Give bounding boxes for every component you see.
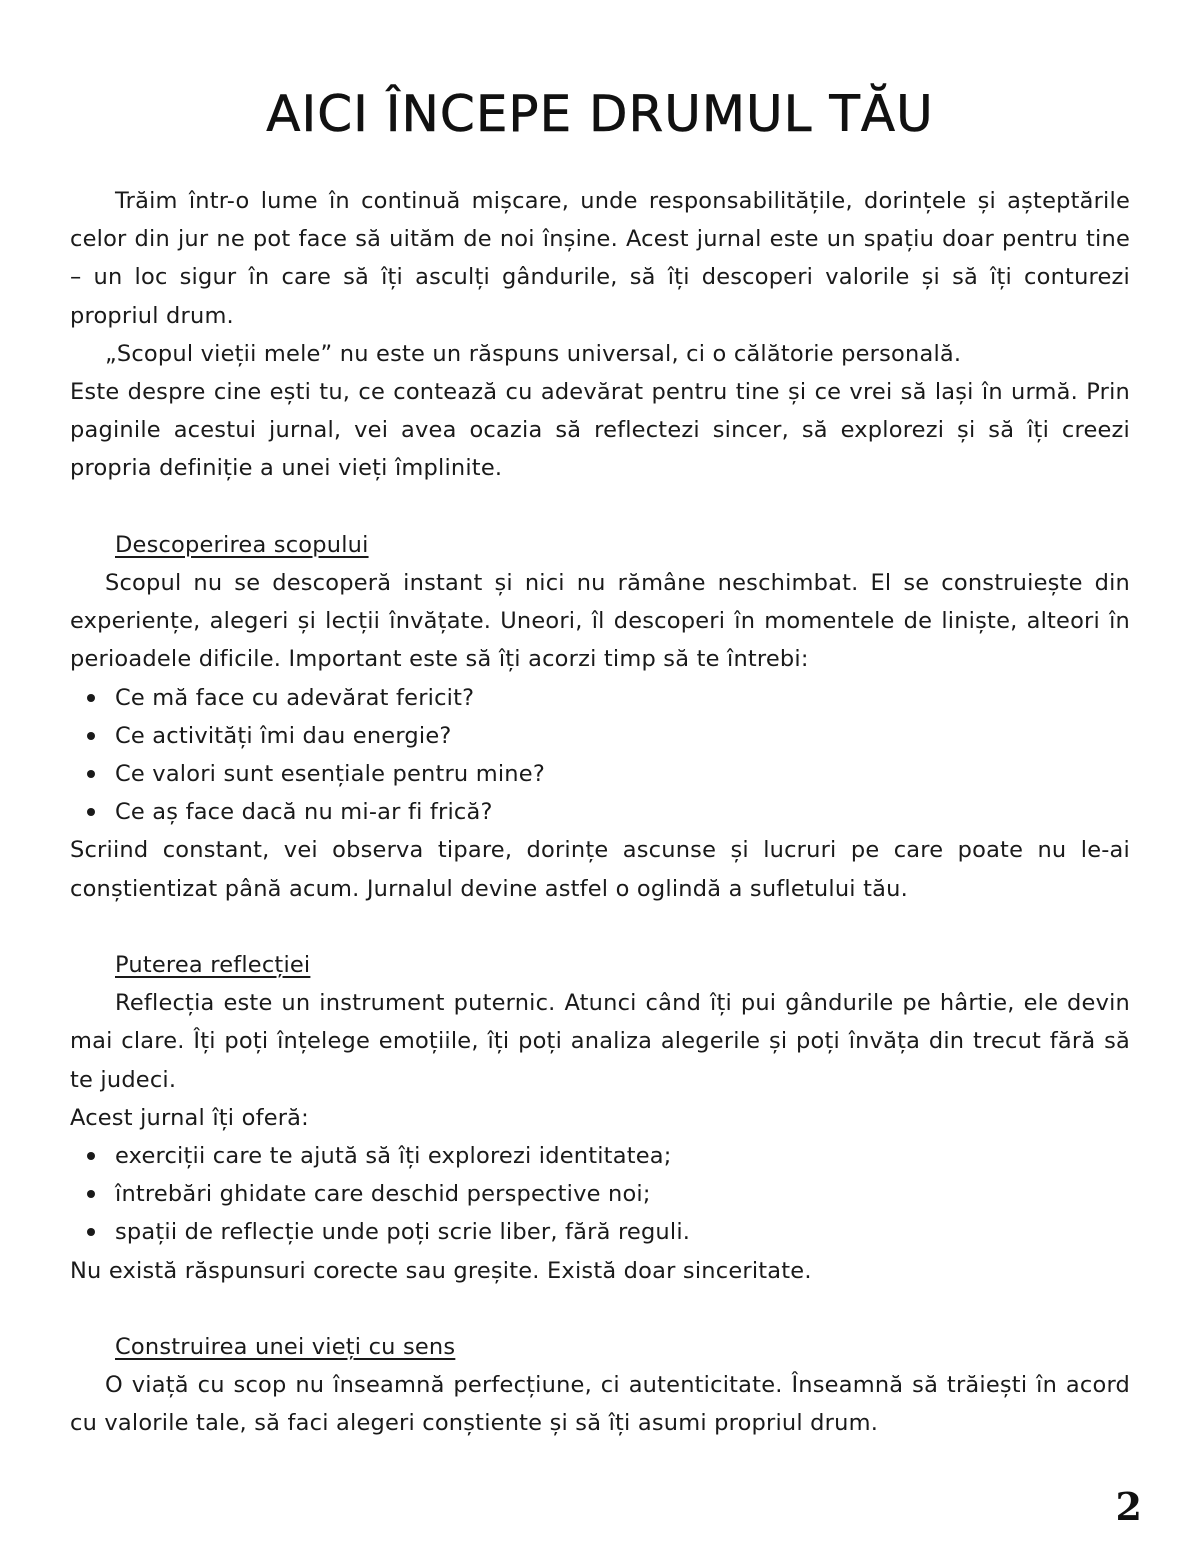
section-3-paragraph: O viață cu scop nu înseamnă perfecțiune, ci autenticitate. Înseamnă să trăiești în acord cu valorile tale, să faci alegeri conștiente și să îți asumi propriul drum. <box>70 1372 1130 1437</box>
page-title: AICI ÎNCEPE DRUMUL TĂU <box>266 85 934 143</box>
section-heading-descoperirea: Descoperirea scopului <box>115 531 369 558</box>
section-1-closing: Scriind constant, vei observa tipare, dorințe ascunse și lucruri pe care poate nu le-ai conștientizat până acum. Jurnalul devine astfel o oglindă a sufletului tău. <box>70 837 1130 902</box>
section-2-closing: Nu există răspunsuri corecte sau greșite. Există doar sinceritate. <box>70 1257 812 1284</box>
section-2-lead: Acest jurnal îți oferă: <box>70 1104 309 1131</box>
spacer <box>70 1290 1130 1328</box>
list-item: Ce valori sunt esențiale pentru mine? <box>70 755 1130 793</box>
list-item: spații de reflecție unde poți scrie liber, fără reguli. <box>70 1213 1130 1251</box>
section-1-paragraph: Scopul nu se descoperă instant și nici nu rămâne neschimbat. El se construiește din experiențe, alegeri și lecții învățate. Uneori, îl descoperi în momentele de liniște, alteori în perioadele dificile. Important este să îți acorzi timp să te întrebi: <box>70 570 1130 673</box>
intro-paragraph-2-line-1: „Scopul vieții mele” nu este un răspuns universal, ci o călătorie personală. <box>105 340 962 367</box>
body-text <box>70 182 1130 1443</box>
list-item: Ce aș face dacă nu mi-ar fi frică? <box>70 793 1130 831</box>
intro-paragraph-1: Trăim într-o lume în continuă mișcare, unde responsabilitățile, dorințele și așteptările celor din jur ne pot face să uităm de noi înșine. Acest jurnal este un spațiu doar pentru tine – un loc sigur în care să îți asculți gândurile, să îți descoperi valorile și să îți conturezi propriul drum. <box>70 188 1130 329</box>
section-1-bullet-list <box>70 679 1130 832</box>
section-2-paragraph: Reflecția este un instrument puternic. Atunci când îți pui gândurile pe hârtie, ele devin mai clare. Îți poți înțelege emoțiile, îți poți analiza alegerile și poți învăța din trecut fără să te judeci. <box>70 990 1130 1093</box>
list-item: Ce activități îmi dau energie? <box>70 717 1130 755</box>
list-item: exerciții care te ajută să îți explorezi identitatea; <box>70 1137 1130 1175</box>
intro-paragraph-2-rest: Este despre cine ești tu, ce contează cu adevărat pentru tine și ce vrei să lași în urmă. Prin paginile acestui jurnal, vei avea ocazia să reflectezi sincer, să explorezi și să îți creezi propria definiție a unei vieți împlinite. <box>70 379 1130 482</box>
document-page <box>70 0 1130 1553</box>
section-heading-puterea: Puterea reflecției <box>115 952 311 979</box>
section-heading-construirea: Construirea unei vieți cu sens <box>115 1334 456 1361</box>
list-item: Ce mă face cu adevărat fericit? <box>70 679 1130 717</box>
spacer <box>70 908 1130 946</box>
section-2-bullet-list <box>70 1137 1130 1252</box>
spacer <box>70 488 1130 526</box>
page-number: 2 <box>1115 1484 1142 1529</box>
list-item: întrebări ghidate care deschid perspective noi; <box>70 1175 1130 1213</box>
